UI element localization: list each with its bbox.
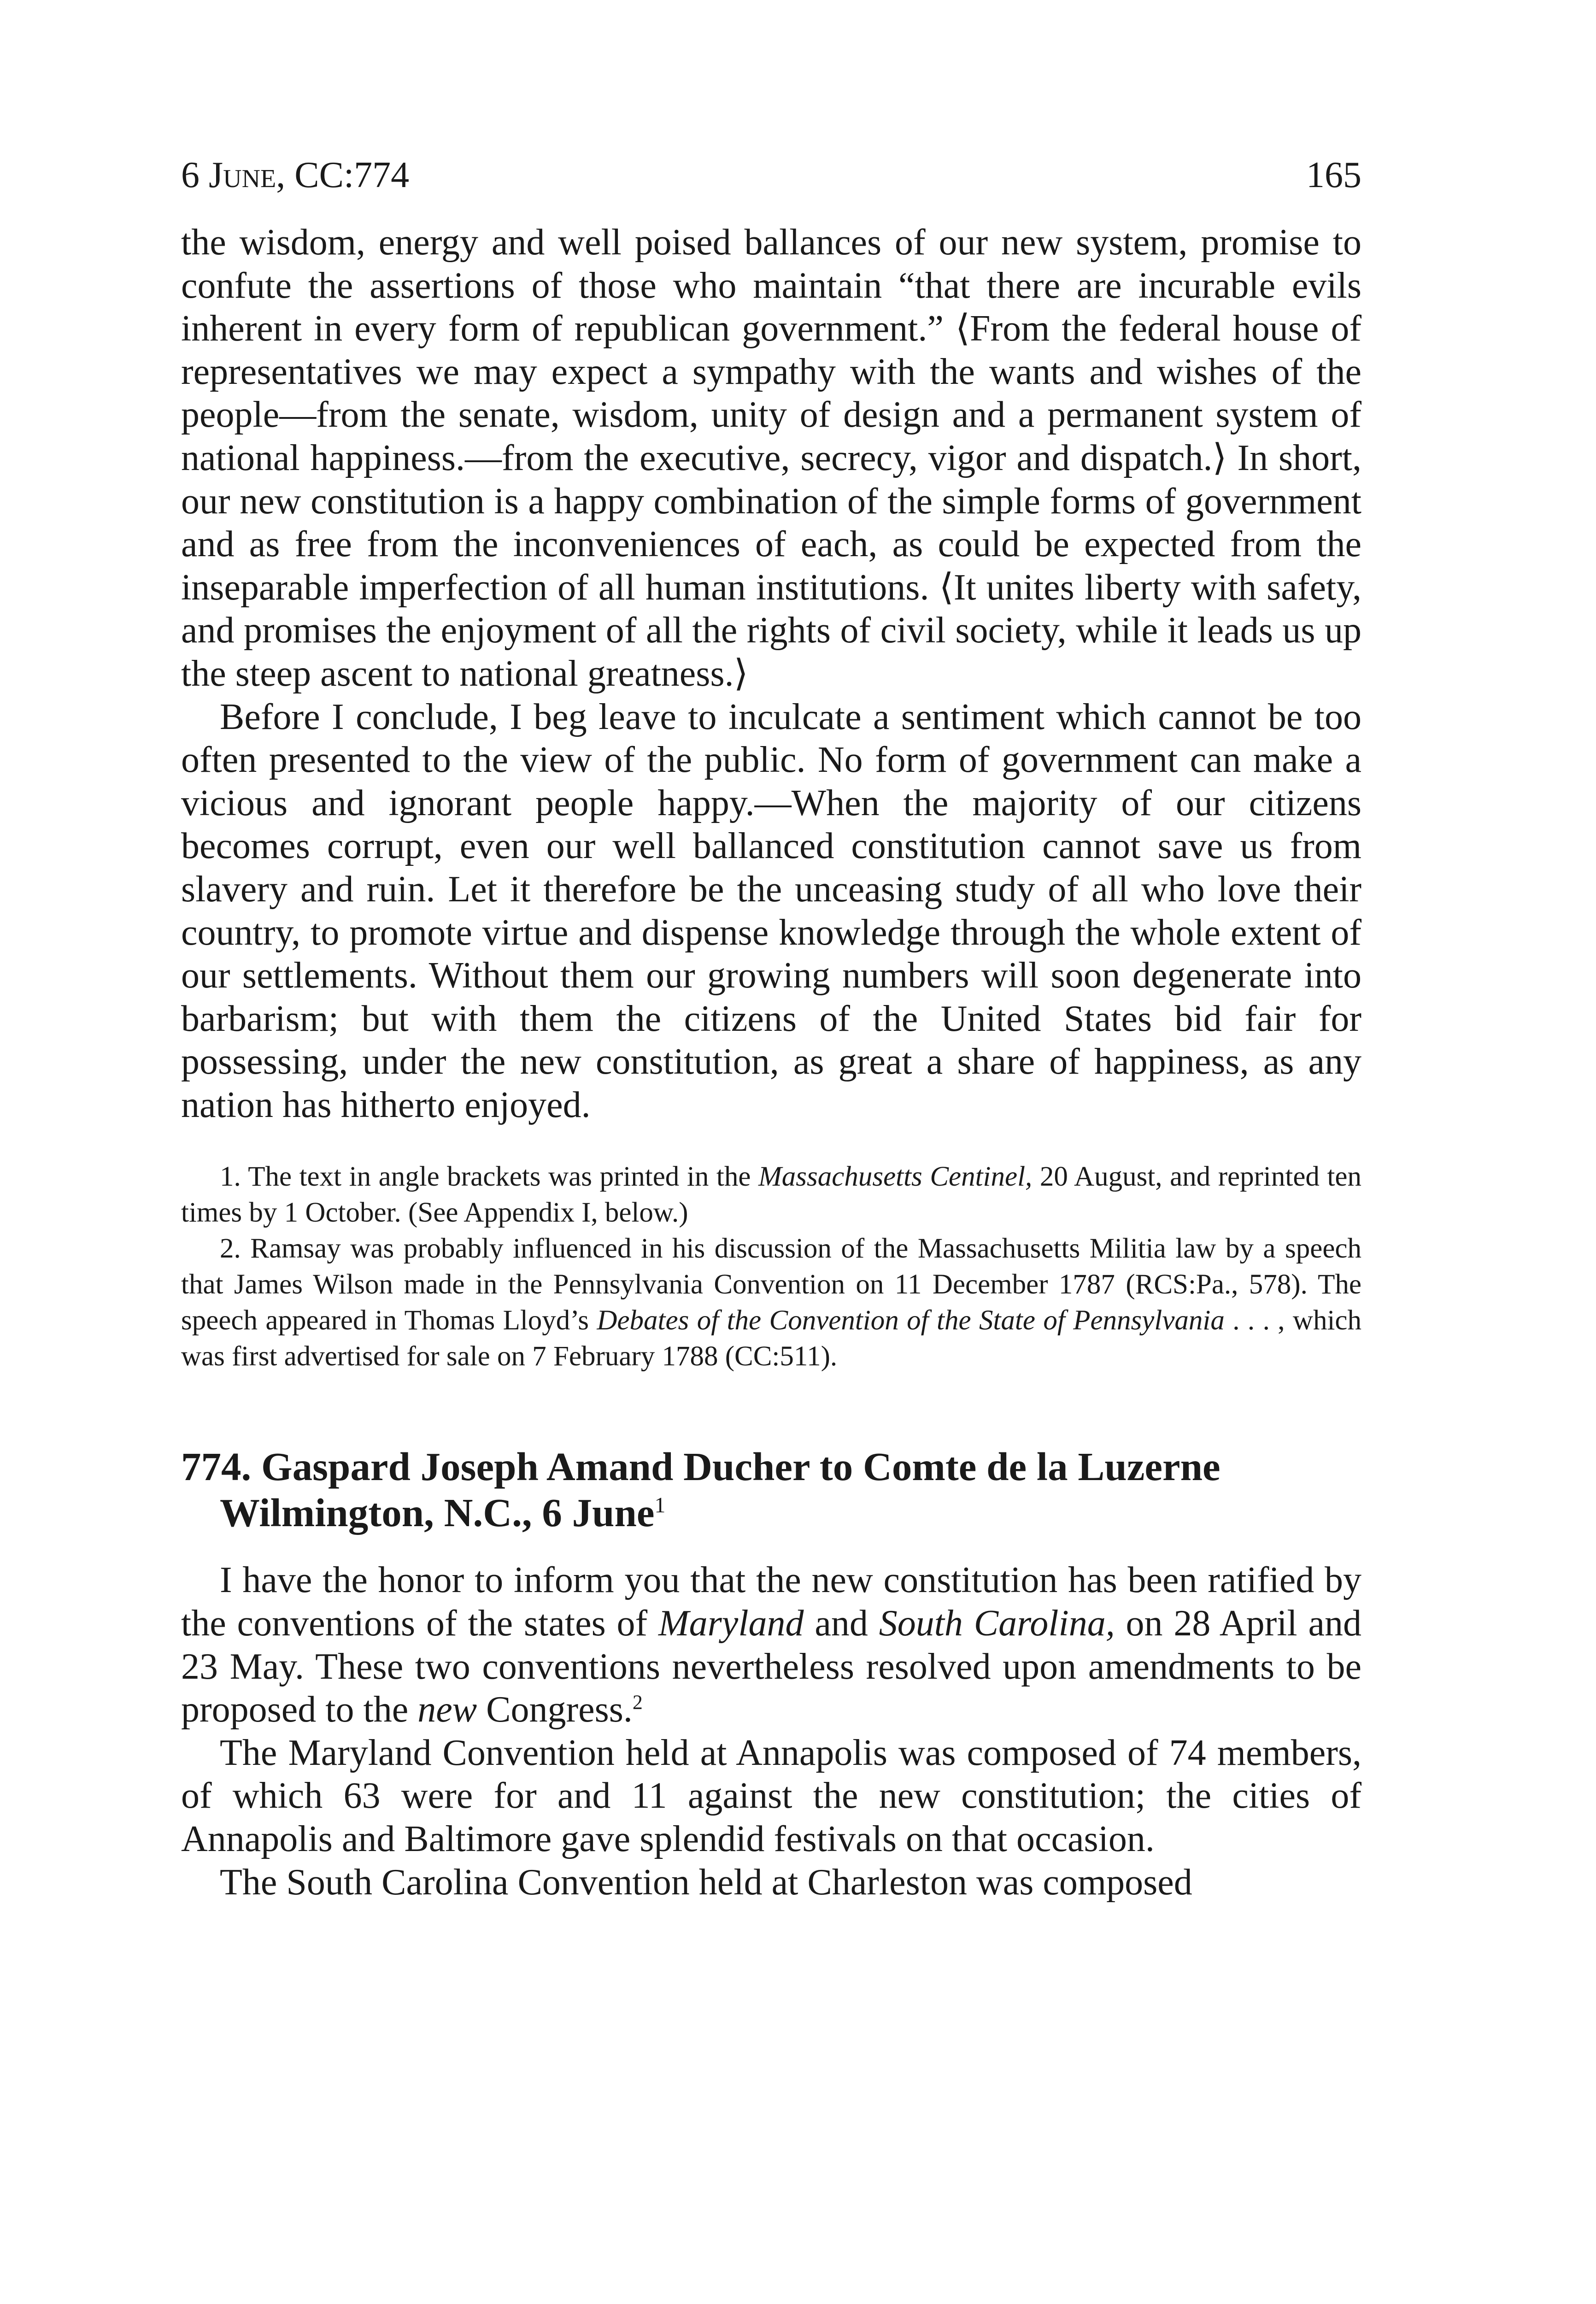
continuation-text	[181, 221, 1361, 1127]
document-paragraph-1: I have the honor to inform you that the new constitution has been ratified by the conventions of the states of Maryland and South Carolina, on 28 April and 23 May. These two conventions nevertheless resolved upon amendments to be proposed to the new Congress.$^2$	[181, 1560, 1361, 1730]
continuation-paragraph-2: Before I conclude, I beg leave to inculcate a sentiment which cannot be too often presented to the view of the public. No form of government can make a vicious and ignorant people happy.—When the majority of our citizens becomes corrupt, even our well ballanced constitution cannot save us from slavery and ruin. Let it therefore be the unceasing study of all who love their country, to promote virtue and dispense knowledge through the whole extent of our settlements. Without them our growing numbers will soon degenerate into barbarism; but with them the citizens of the United States bid fair for possessing, under the new constitution, as great a share of happiness, as any nation has hitherto enjoyed.	[181, 696, 1361, 1125]
document-paragraph-3: The South Carolina Convention held at Charleston was composed	[220, 1862, 1192, 1903]
page-number: 165	[1306, 155, 1361, 195]
document-text	[181, 1559, 1361, 1904]
document-page	[181, 157, 1361, 1904]
running-head-title: 6 June, CC:774	[181, 155, 410, 195]
footnote-2: 2. Ramsay was probably influenced in his discussion of the Massachusetts Militia law by a speech that James Wilson made in the Pennsylvania Convention on 11 December 1787 (RCS:Pa., 578). The speech appeared in Thomas Lloyd’s Debates of the Convention of the State of Pennsylvania . . . , which was first advertised for sale on 7 February 1788 (CC:511).	[181, 1233, 1361, 1372]
document-heading: 774. Gaspard Joseph Amand Ducher to Comte de la Luzerne Wilmington, N.C., 6 June$^1$	[181, 1444, 1220, 1535]
document-paragraph-2: The Maryland Convention held at Annapolis was composed of 74 members, of which 63 were for and 11 against the new constitution; the cities of Annapolis and Baltimore gave splendid festivals on that occasion.	[181, 1732, 1361, 1860]
footnotes	[181, 1159, 1361, 1375]
continuation-paragraph-1: the wisdom, energy and well poised ballances of our new system, promise to confute the assertions of those who maintain “that there are incurable evils inherent in every form of republican government.” ⟨From the federal house of representatives we may expect a sympathy with the wants and wishes of the people—from the senate, wisdom, unity of design and a permanent system of national happiness.—from the executive, secrecy, vigor and dispatch.⟩ In short, our new constitution is a happy combination of the simple forms of government and as free from the inconveniences of each, as could be expected from the inseparable imperfection of all human institutions. ⟨It unites liberty with safety, and promises the enjoyment of all the rights of civil society, while it leads us up the steep ascent to national greatness.⟩	[181, 222, 1361, 694]
note-ref-2: 2	[632, 1691, 643, 1714]
heading-note-ref: 1	[654, 1493, 666, 1518]
footnote-1: 1. The text in angle brackets was printed in the Massachusetts Centinel, 20 August, and reprinted ten times by 1 October. (See Appendix I, below.)	[181, 1161, 1361, 1228]
running-head	[181, 157, 1361, 212]
